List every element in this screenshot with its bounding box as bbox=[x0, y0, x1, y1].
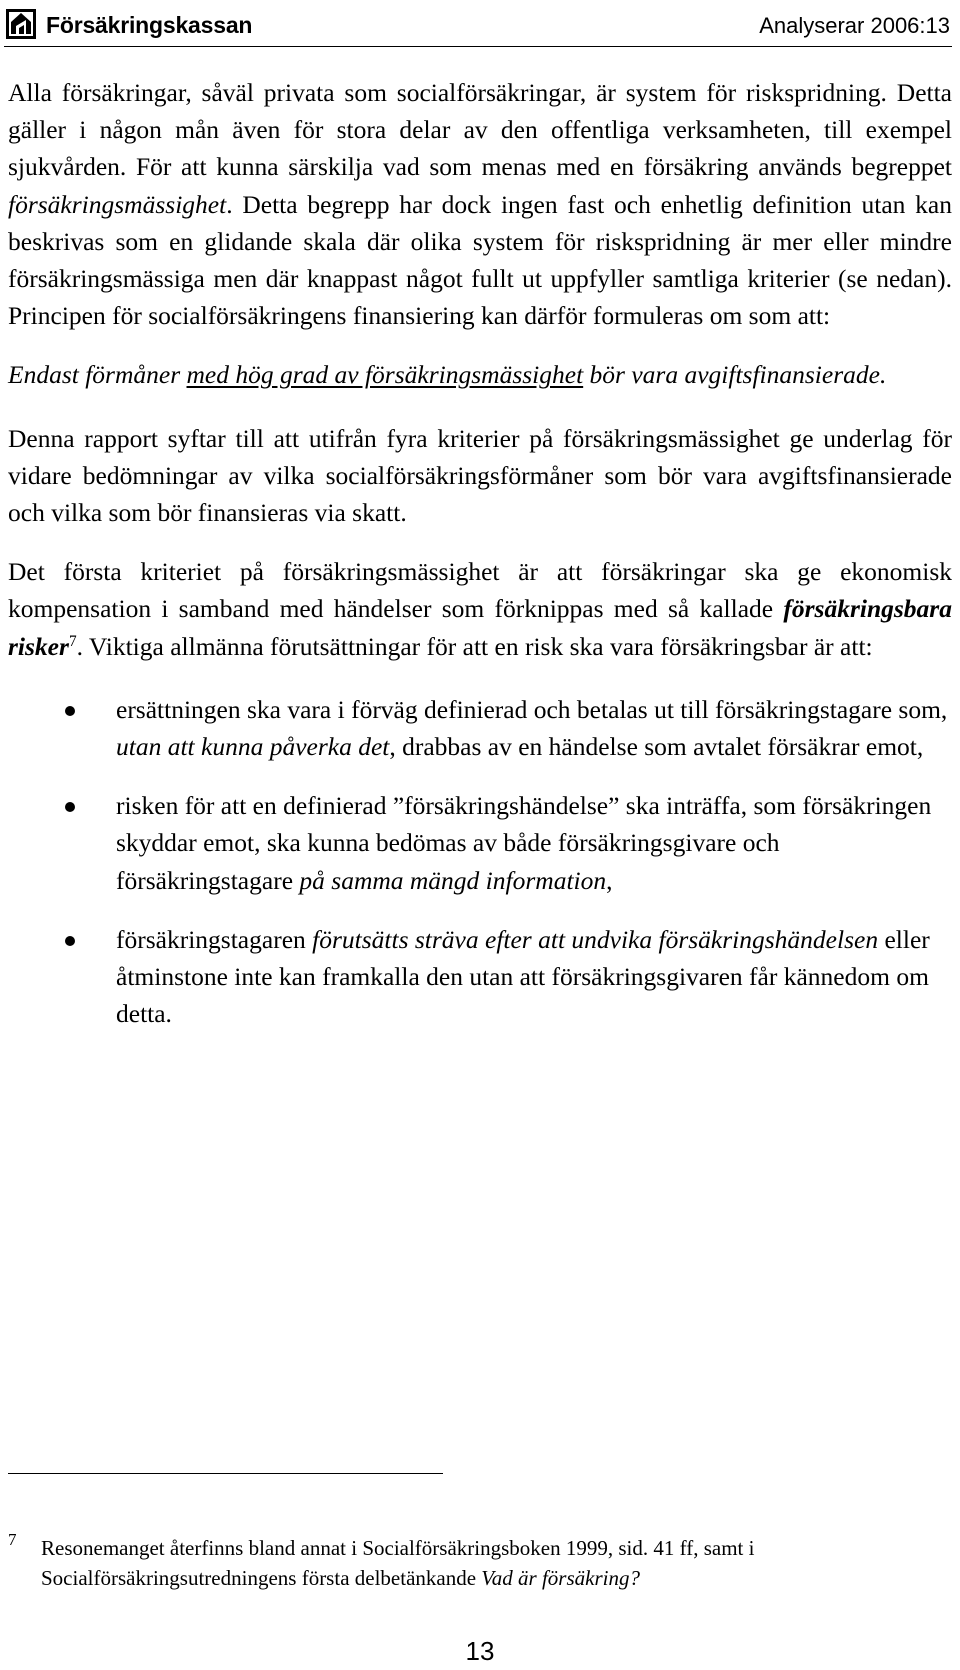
list-item bbox=[8, 787, 952, 899]
org-name: Försäkringskassan bbox=[46, 12, 253, 38]
quote-text: Endast förmåner bbox=[8, 360, 187, 390]
footnote bbox=[8, 1530, 952, 1593]
paragraph-text: Det första kriteriet på försäkringsmässighet är att försäkringar ska ge ekonomisk kompensation i samband med händelser som förknippas med så kallade bbox=[8, 557, 952, 624]
bullet-icon bbox=[65, 936, 75, 946]
list-item bbox=[8, 921, 952, 1033]
list-item-text: risken för att en definierad ”försäkringshändelse” ska inträffa, som försäkringen skyddar emot, ska kunna bedömas av både försäkringsgivare och försäkringstagare bbox=[116, 791, 932, 895]
quote-underlined: med hög grad av försäkringsmässighet bbox=[186, 360, 584, 390]
paragraph-insurance-principle bbox=[8, 74, 952, 334]
paragraph-report-purpose: Denna rapport syftar till att utifrån fyra kriterier på försäkringsmässighet ge underlag för vidare bedömningar av vilka socialförsäkringsförmåner som bör vara avgiftsfinansierade och vilka som bör finansieras via skatt. bbox=[8, 423, 952, 528]
footnote-reference[interactable]: 7 bbox=[68, 633, 77, 651]
quote-text: bör vara avgiftsfinansierade. bbox=[583, 360, 887, 390]
report-id: Analyserar 2006:13 bbox=[759, 13, 950, 38]
bullet-icon bbox=[65, 706, 75, 716]
header-divider bbox=[4, 46, 952, 47]
footnote-text-body: Resonemanget återfinns bland annat i Socialförsäkringsboken 1999, sid. 41 ff, samt i Socialförsäkringsutredningens första delbetänkande bbox=[41, 1536, 755, 1590]
footnote-divider bbox=[8, 1473, 443, 1474]
list-item-text: eller åtminstone inte kan framkalla den utan att försäkringsgivaren får kännedom om detta. bbox=[116, 924, 930, 1029]
term-forsakringsmassighet: försäkringsmässighet bbox=[8, 189, 227, 219]
footnote-text bbox=[41, 1533, 952, 1593]
paragraph-text: Alla försäkringar, såväl privata som socialförsäkringar, är system för riskspridning. Detta gäller i någon mån även för stora delar av den offentliga verksamheten, till exempel sjukvården. För att kunna särskilja vad som menas med en försäkring används begreppet bbox=[8, 78, 952, 182]
principle-quote bbox=[8, 356, 952, 393]
main-text bbox=[8, 74, 952, 1054]
list-item-emphasis: utan att kunna påverka det bbox=[116, 732, 390, 762]
criteria-list bbox=[8, 691, 952, 1033]
page-header bbox=[4, 6, 952, 42]
list-item-text: ersättningen ska vara i förväg definierad och betalas ut till försäkringstagare som, bbox=[116, 694, 948, 724]
list-item-text: försäkringstagaren bbox=[116, 924, 313, 954]
term-forsakringsbara-risker: försäkringsbara risker bbox=[8, 594, 952, 661]
footnote-number: 7 bbox=[8, 1530, 17, 1549]
bullet-icon bbox=[65, 802, 75, 812]
forsakringskassan-logo-icon bbox=[6, 9, 36, 39]
list-item-text: , bbox=[606, 865, 613, 895]
list-item-emphasis: förutsätts sträva efter att undvika försäkringshändelsen bbox=[312, 924, 879, 954]
paragraph-text: . Detta begrepp har dock ingen fast och enhetlig definition utan kan beskrivas som en glidande skala där olika system för riskspridning är mer eller mindre försäkringsmässiga men där knappast något fullt ut uppfyller samtliga kriterier (se nedan). Principen för socialförsäkringens finansiering kan därför formuleras om som att: bbox=[8, 189, 952, 331]
paragraph-text: . Viktiga allmänna förutsättningar för att en risk ska vara försäkringsbar är att: bbox=[76, 631, 873, 661]
list-item-emphasis: på samma mängd information bbox=[299, 865, 607, 895]
list-item-text: , drabbas av en händelse som avtalet försäkrar emot, bbox=[389, 732, 924, 762]
paragraph-first-criterion bbox=[8, 553, 952, 665]
page-number: 13 bbox=[465, 1636, 495, 1666]
list-item bbox=[8, 691, 952, 765]
footnote-cited-title: Vad är försäkring? bbox=[481, 1566, 640, 1590]
